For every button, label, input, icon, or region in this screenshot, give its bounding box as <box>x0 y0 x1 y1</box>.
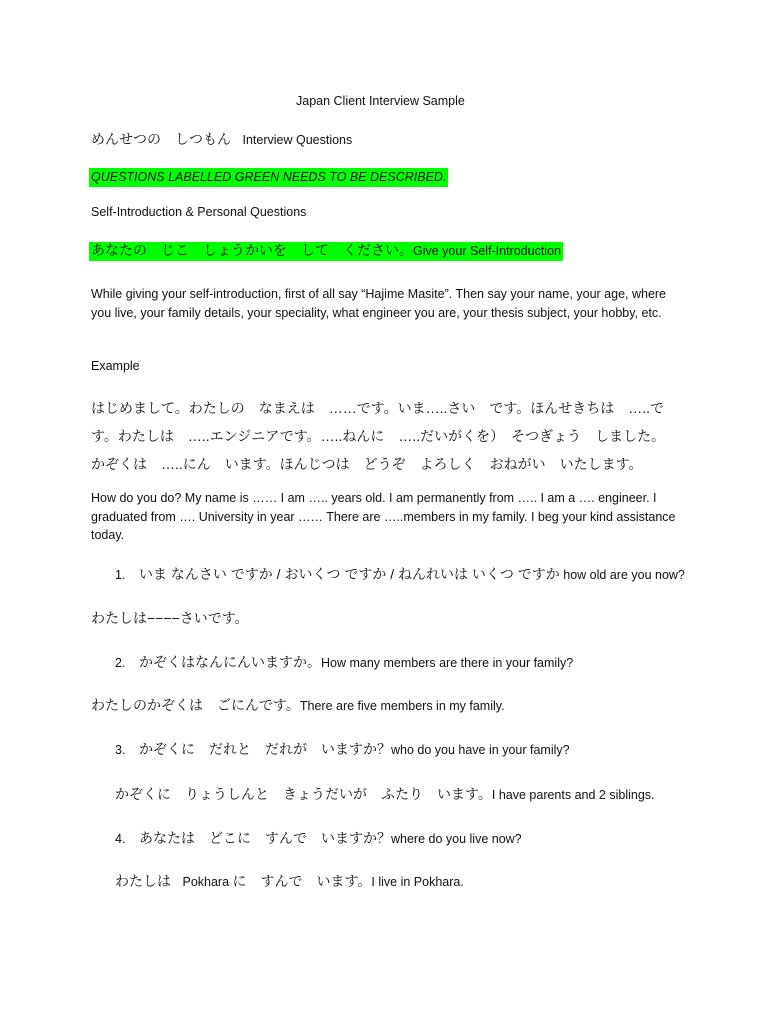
question-1-jp: いま なんさい ですか / おいくつ ですか / ねんれいは いくつ ですか <box>139 566 560 582</box>
answer-2-en: There are five members in my family. <box>299 699 505 713</box>
green-note-text: QUESTIONS LABELLED GREEN NEEDS TO BE DESCRIBED. <box>89 168 448 187</box>
document-title: Japan Client Interview Sample <box>296 94 465 108</box>
question-4-jp: あなたは どこに すんで いますか？ <box>139 830 391 846</box>
answer-3-jp: かぞくに りょうしんと きょうだいが ふたり います。 <box>115 786 492 802</box>
question-3 <box>115 740 570 759</box>
answer-2-jp: わたしのかぞくは ごにんです。 <box>91 697 300 713</box>
answer-3 <box>115 785 655 804</box>
self-intro-question <box>89 241 563 260</box>
interview-heading <box>91 130 352 149</box>
answer-3-en: I have parents and 2 siblings. <box>491 788 655 802</box>
self-intro-question-highlight <box>89 242 563 261</box>
intro-instructions: While giving your self-introduction, first of all say “Hajime Masite”. Then say your name, your age, where you live, your family details, your speciality, what engineer you are, your thesis subject, your hobby, etc. <box>91 287 667 320</box>
question-2-en: How many members are there in your family? <box>321 656 574 670</box>
example-jp: はじめまして。わたしの なまえは ……です。いま…..さい です。ほんせきちは …..です。わたしは …..エンジニアです。…..ねんに …..だいがくを） そつぎょう しました。かぞくは …..にん います。ほんじつは どうぞ よろしく おねがい いたします。 <box>91 400 666 472</box>
interview-heading-en: Interview Questions <box>242 133 353 147</box>
interview-heading-jp: めんせつの しつもん <box>91 131 231 147</box>
answer-2 <box>91 696 505 715</box>
question-3-number: 3. <box>115 743 126 757</box>
section-heading: Self-Introduction & Personal Questions <box>91 205 307 219</box>
question-2-number: 2. <box>115 656 126 670</box>
answer-4-jp-start: わたしは <box>115 873 171 889</box>
self-intro-question-jp: あなたの じこ しょうかいを して ください。 <box>91 242 413 258</box>
example-en: How do you do? My name is …… I am ….. years old. I am permanently from ….. I am a …. engineer. I graduated from …. University in year …… There are …..members in my family. I beg your kind assistance today. <box>91 491 676 542</box>
answer-4-jp-end: に すんで います。 <box>232 873 372 889</box>
question-4 <box>115 829 522 848</box>
question-3-jp: かぞくに だれと だれが いますか？ <box>139 741 391 757</box>
answer-1: わたしは−−−−さいです。 <box>91 610 249 626</box>
question-3-en: who do you have in your family? <box>391 743 570 757</box>
question-1-number: 1. <box>115 568 126 582</box>
question-2 <box>115 653 573 672</box>
question-4-en: where do you live now? <box>391 832 522 846</box>
question-4-number: 4. <box>115 832 126 846</box>
answer-4-en: I live in Pokhara. <box>371 875 464 889</box>
question-1-en: how old are you now? <box>563 568 685 582</box>
green-note <box>89 168 448 186</box>
answer-4 <box>115 872 464 891</box>
example-label: Example <box>91 359 140 373</box>
question-1 <box>115 565 685 584</box>
answer-4-place: Pokhara <box>182 875 230 889</box>
self-intro-question-en: Give your Self-Introduction <box>413 244 561 258</box>
question-2-jp: かぞくはなんにんいますか。 <box>139 654 321 670</box>
